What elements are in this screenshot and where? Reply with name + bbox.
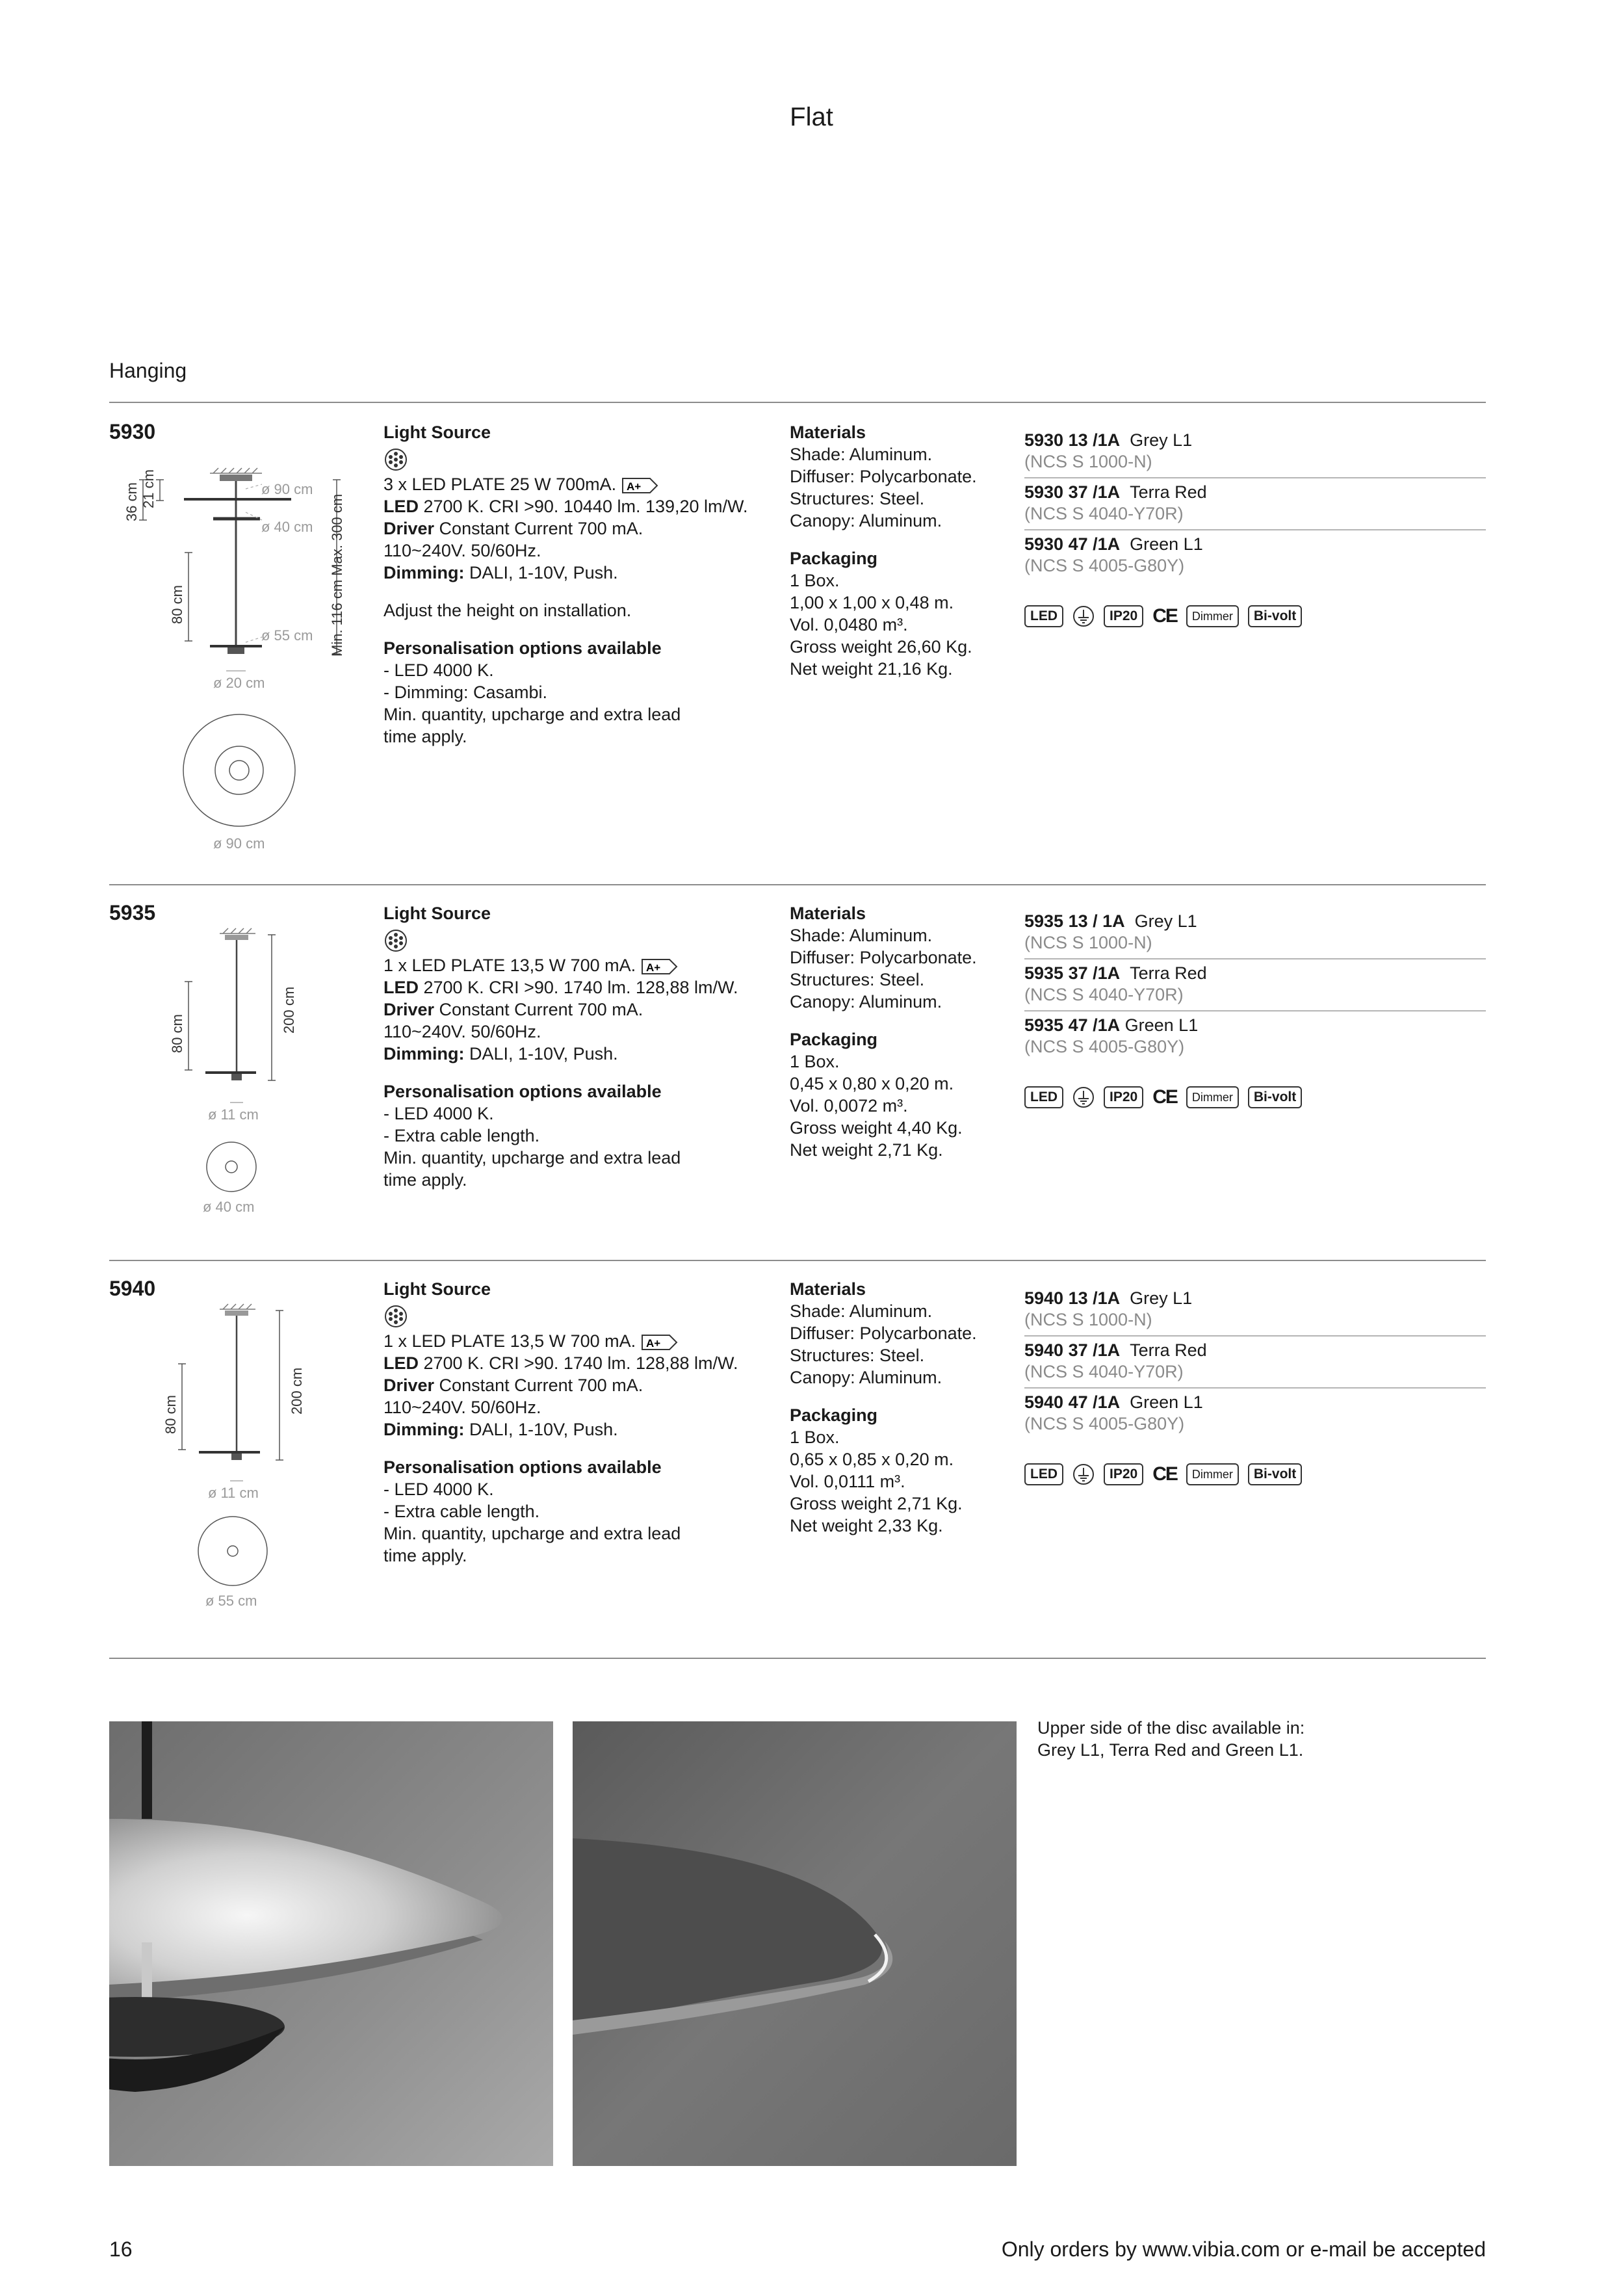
dim-label: 200 cm	[281, 986, 297, 1034]
packaging-line: Gross weight 4,40 Kg.	[790, 1118, 963, 1138]
materials-heading: Materials	[790, 423, 866, 442]
variant-name: Green L1	[1124, 1015, 1199, 1035]
light-source-line: 1 x LED PLATE 13,5 W 700 mA.	[383, 956, 636, 975]
packaging-line: 0,45 x 0,80 x 0,20 m.	[790, 1074, 954, 1093]
variant-ncs: (NCS S 4005-G80Y)	[1024, 556, 1185, 575]
ip-badge: IP20	[1104, 605, 1143, 627]
materials-line: Shade: Aluminum.	[790, 926, 933, 945]
variant-code: 5935 47 /1A	[1024, 1015, 1121, 1035]
variant-name: Terra Red	[1130, 1340, 1207, 1360]
variant-row[interactable]	[1024, 907, 1486, 959]
installation-note: Adjust the height on installation.	[383, 601, 632, 620]
driver-spec: Constant Current 700 mA.	[434, 519, 643, 538]
variant-code: 5940 37 /1A	[1024, 1340, 1121, 1360]
variant-list	[1024, 426, 1486, 582]
dimming-label: Dimming:	[383, 1420, 465, 1439]
options-heading: Personalisation options available	[383, 638, 662, 658]
materials-line: Canopy: Aluminum.	[790, 992, 942, 1011]
option-line: - Dimming: Casambi.	[383, 683, 548, 702]
materials-line: Shade: Aluminum.	[790, 1301, 933, 1321]
options-heading: Personalisation options available	[383, 1457, 662, 1477]
variant-row[interactable]	[1024, 478, 1486, 530]
packaging-line: Net weight 2,33 Kg.	[790, 1516, 943, 1535]
dim-label: ø 40 cm	[203, 1199, 255, 1215]
materials-line: Diffuser: Polycarbonate.	[790, 1324, 977, 1343]
light-source-heading: Light Source	[383, 1279, 491, 1299]
page-title: Flat	[790, 103, 833, 131]
driver-label: Driver	[383, 1376, 435, 1395]
variant-name: Green L1	[1130, 534, 1203, 554]
svg-text:A+: A+	[627, 480, 642, 493]
certification-badges	[1024, 603, 1302, 629]
svg-text:A+: A+	[646, 1337, 661, 1350]
photo-caption	[1037, 1717, 1305, 1761]
led-label: LED	[383, 1353, 419, 1373]
ip-badge: IP20	[1104, 1086, 1143, 1108]
led-module-icon	[383, 447, 786, 473]
materials-heading: Materials	[790, 1279, 866, 1299]
option-line: - LED 4000 K.	[383, 1480, 494, 1499]
product-drawing-5935	[109, 923, 369, 1222]
variant-name: Terra Red	[1130, 482, 1207, 502]
variant-code: 5940 47 /1A	[1024, 1392, 1121, 1412]
materials-line: Diffuser: Polycarbonate.	[790, 467, 977, 486]
materials-line: Structures: Steel.	[790, 489, 925, 508]
led-spec: 2700 K. CRI >90. 1740 lm. 128,88 lm/W.	[419, 1353, 738, 1373]
footer-note: Only orders by www.vibia.com or e-mail be accepted	[1001, 2237, 1486, 2261]
led-badge: LED	[1024, 605, 1063, 627]
dim-label: ø 11 cm	[208, 1106, 259, 1123]
product-code: 5940	[109, 1277, 156, 1300]
packaging-line: Gross weight 2,71 Kg.	[790, 1494, 963, 1513]
voltage-spec: 110~240V. 50/60Hz.	[383, 1022, 541, 1041]
materials-line: Canopy: Aluminum.	[790, 1368, 942, 1387]
packaging-heading: Packaging	[790, 1405, 878, 1425]
options-heading: Personalisation options available	[383, 1082, 662, 1101]
option-line: time apply.	[383, 1170, 467, 1190]
dim-label: ø 20 cm	[213, 675, 265, 691]
led-module-icon	[383, 1304, 786, 1330]
light-source-block	[383, 1278, 786, 1567]
led-label: LED	[383, 978, 419, 997]
variant-row[interactable]	[1024, 959, 1486, 1011]
caption-line: Grey L1, Terra Red and Green L1.	[1037, 1740, 1304, 1760]
dimming-spec: DALI, 1-10V, Push.	[464, 563, 618, 582]
page-number: 16	[109, 2237, 133, 2261]
dim-label: ø 40 cm	[261, 519, 313, 535]
packaging-line: 1 Box.	[790, 571, 840, 590]
driver-label: Driver	[383, 1000, 435, 1019]
packaging-line: Net weight 21,16 Kg.	[790, 659, 953, 679]
product-code: 5935	[109, 901, 156, 924]
class-1-icon	[1072, 1463, 1095, 1485]
materials-block	[790, 1278, 1017, 1537]
materials-line: Structures: Steel.	[790, 1346, 925, 1365]
variant-ncs: (NCS S 1000-N)	[1024, 933, 1152, 952]
materials-line: Canopy: Aluminum.	[790, 511, 942, 530]
variant-code: 5930 37 /1A	[1024, 482, 1121, 502]
product-code: 5930	[109, 420, 156, 443]
variant-row[interactable]	[1024, 1389, 1486, 1441]
dim-label: 36 cm	[123, 482, 140, 521]
dimming-label: Dimming:	[383, 563, 465, 582]
driver-spec: Constant Current 700 mA.	[434, 1000, 643, 1019]
class-1-icon	[1072, 1086, 1095, 1108]
variant-code: 5930 47 /1A	[1024, 534, 1121, 554]
ce-mark-icon: CE	[1152, 1086, 1177, 1108]
product-drawing-5930	[109, 455, 369, 858]
light-source-block	[383, 902, 786, 1191]
dim-label: 80 cm	[162, 1395, 179, 1434]
divider	[109, 884, 1486, 885]
variant-ncs: (NCS S 4040-Y70R)	[1024, 504, 1184, 523]
variant-row[interactable]	[1024, 1337, 1486, 1389]
dim-label: ø 55 cm	[205, 1593, 257, 1609]
led-badge: LED	[1024, 1463, 1063, 1485]
bivolt-badge: Bi-volt	[1248, 1086, 1302, 1108]
materials-heading: Materials	[790, 904, 866, 923]
driver-label: Driver	[383, 519, 435, 538]
packaging-line: Vol. 0,0111 m³.	[790, 1472, 905, 1491]
variant-list	[1024, 907, 1486, 1063]
materials-block	[790, 902, 1017, 1161]
led-badge: LED	[1024, 1086, 1063, 1108]
dim-label: ø 90 cm	[213, 835, 265, 852]
packaging-line: 1 Box.	[790, 1428, 840, 1447]
option-line: Min. quantity, upcharge and extra lead	[383, 705, 681, 724]
packaging-line: Net weight 2,71 Kg.	[790, 1140, 943, 1160]
variant-ncs: (NCS S 4005-G80Y)	[1024, 1037, 1185, 1056]
certification-badges	[1024, 1084, 1302, 1110]
variant-row[interactable]	[1024, 1011, 1486, 1063]
product-photo-underside	[109, 1721, 553, 2166]
dim-label: 80 cm	[169, 1014, 185, 1053]
driver-spec: Constant Current 700 mA.	[434, 1376, 643, 1395]
variant-name: Grey L1	[1130, 1288, 1193, 1308]
variant-ncs: (NCS S 4040-Y70R)	[1024, 985, 1184, 1004]
divider	[109, 402, 1486, 403]
caption-line: Upper side of the disc available in:	[1037, 1718, 1305, 1738]
variant-code: 5935 37 /1A	[1024, 963, 1121, 983]
dim-label: 21 cm	[140, 469, 157, 508]
divider	[109, 1260, 1486, 1261]
led-module-icon	[383, 928, 786, 954]
materials-line: Structures: Steel.	[790, 970, 925, 989]
materials-block	[790, 421, 1017, 680]
option-line: - Extra cable length.	[383, 1126, 540, 1145]
ce-mark-icon: CE	[1152, 605, 1177, 627]
ce-mark-icon: CE	[1152, 1463, 1177, 1485]
variant-row[interactable]	[1024, 426, 1486, 478]
energy-label-icon	[641, 958, 679, 976]
variant-name: Terra Red	[1130, 963, 1207, 983]
variant-name: Grey L1	[1134, 911, 1197, 931]
packaging-line: Vol. 0,0480 m³.	[790, 615, 908, 634]
materials-line: Diffuser: Polycarbonate.	[790, 948, 977, 967]
product-photo-edge	[573, 1721, 1017, 2166]
dim-label: ø 55 cm	[261, 627, 313, 644]
light-source-block	[383, 421, 786, 748]
variant-list	[1024, 1285, 1486, 1441]
variant-ncs: (NCS S 1000-N)	[1024, 1310, 1152, 1329]
dimming-spec: DALI, 1-10V, Push.	[464, 1044, 618, 1063]
option-line: - Extra cable length.	[383, 1502, 540, 1521]
dim-label: 80 cm	[169, 585, 185, 624]
dim-label: 200 cm	[289, 1367, 305, 1415]
class-1-icon	[1072, 605, 1095, 627]
option-line: - LED 4000 K.	[383, 660, 494, 680]
packaging-line: 1 Box.	[790, 1052, 840, 1071]
variant-code: 5935 13 / 1A	[1024, 911, 1125, 931]
variant-ncs: (NCS S 4005-G80Y)	[1024, 1414, 1185, 1433]
packaging-line: 0,65 x 0,85 x 0,20 m.	[790, 1450, 954, 1469]
option-line: Min. quantity, upcharge and extra lead	[383, 1524, 681, 1543]
light-source-line: 1 x LED PLATE 13,5 W 700 mA.	[383, 1331, 636, 1351]
light-source-heading: Light Source	[383, 423, 491, 442]
packaging-line: Gross weight 26,60 Kg.	[790, 637, 972, 657]
led-spec: 2700 K. CRI >90. 10440 lm. 139,20 lm/W.	[419, 497, 748, 516]
dimmer-badge: Dimmer	[1186, 1086, 1239, 1108]
variant-ncs: (NCS S 1000-N)	[1024, 452, 1152, 471]
led-label: LED	[383, 497, 419, 516]
dim-label: ø 11 cm	[208, 1485, 259, 1501]
energy-label-icon	[641, 1333, 679, 1351]
dim-label: Min. 116 cm Max. 300 cm	[329, 493, 345, 657]
packaging-heading: Packaging	[790, 1030, 878, 1049]
materials-line: Shade: Aluminum.	[790, 445, 933, 464]
dimmer-badge: Dimmer	[1186, 605, 1239, 627]
section-title: Hanging	[109, 359, 187, 382]
divider	[109, 1658, 1486, 1659]
svg-text:A+: A+	[646, 961, 661, 974]
variant-code: 5930 13 /1A	[1024, 430, 1121, 450]
dimming-spec: DALI, 1-10V, Push.	[464, 1420, 618, 1439]
variant-ncs: (NCS S 4040-Y70R)	[1024, 1362, 1184, 1381]
variant-row[interactable]	[1024, 1285, 1486, 1337]
led-spec: 2700 K. CRI >90. 1740 lm. 128,88 lm/W.	[419, 978, 738, 997]
option-line: Min. quantity, upcharge and extra lead	[383, 1148, 681, 1168]
light-source-line: 3 x LED PLATE 25 W 700mA.	[383, 475, 617, 494]
dimmer-badge: Dimmer	[1186, 1463, 1239, 1485]
variant-name: Grey L1	[1130, 430, 1193, 450]
certification-badges	[1024, 1461, 1302, 1487]
option-line: time apply.	[383, 727, 467, 746]
option-line: time apply.	[383, 1546, 467, 1565]
energy-label-icon	[621, 476, 659, 495]
option-line: - LED 4000 K.	[383, 1104, 494, 1123]
dim-label: ø 90 cm	[261, 481, 313, 497]
variant-name: Green L1	[1130, 1392, 1203, 1412]
dimming-label: Dimming:	[383, 1044, 465, 1063]
variant-row[interactable]	[1024, 530, 1486, 582]
packaging-line: Vol. 0,0072 m³.	[790, 1096, 908, 1115]
ip-badge: IP20	[1104, 1463, 1143, 1485]
packaging-heading: Packaging	[790, 549, 878, 568]
voltage-spec: 110~240V. 50/60Hz.	[383, 1398, 541, 1417]
packaging-line: 1,00 x 1,00 x 0,48 m.	[790, 593, 954, 612]
voltage-spec: 110~240V. 50/60Hz.	[383, 541, 541, 560]
product-drawing-5940	[109, 1299, 369, 1617]
variant-code: 5940 13 /1A	[1024, 1288, 1121, 1308]
bivolt-badge: Bi-volt	[1248, 605, 1302, 627]
bivolt-badge: Bi-volt	[1248, 1463, 1302, 1485]
light-source-heading: Light Source	[383, 904, 491, 923]
